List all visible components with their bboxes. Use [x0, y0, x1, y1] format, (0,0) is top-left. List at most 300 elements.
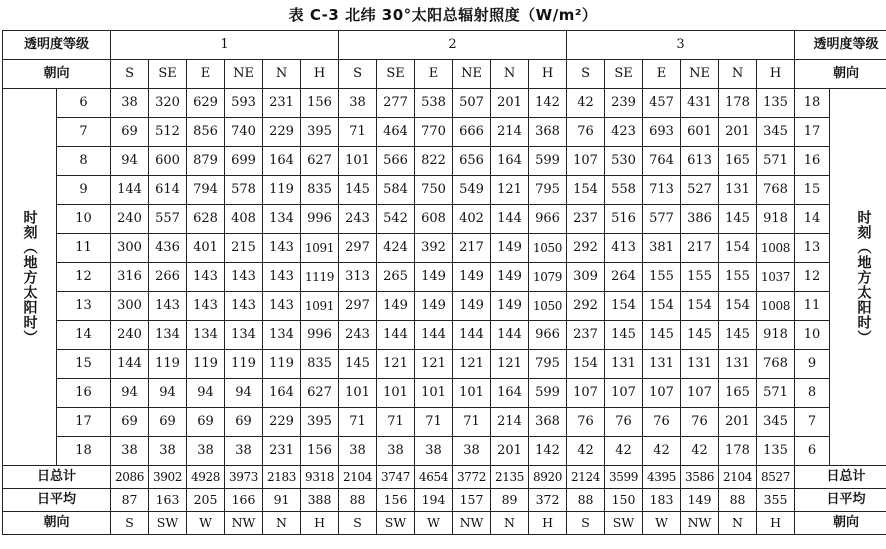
hour-cell-right: 15	[795, 176, 830, 205]
daily-average-row-value: 388	[301, 489, 339, 512]
value-cell: 164	[491, 147, 529, 176]
daily-average-row-value: 183	[643, 489, 681, 512]
value-cell: 131	[643, 350, 681, 379]
hour-cell-left: 14	[57, 321, 111, 350]
value-cell: 149	[491, 292, 529, 321]
value-cell: 38	[339, 437, 377, 466]
daily-average-row-value: 163	[149, 489, 187, 512]
bottom-direction-cell: W	[415, 512, 453, 535]
value-cell: 119	[149, 350, 187, 379]
value-cell: 599	[529, 147, 567, 176]
value-cell: 381	[643, 234, 681, 263]
value-cell: 300	[111, 234, 149, 263]
value-cell: 530	[605, 147, 643, 176]
hour-cell-left: 16	[57, 379, 111, 408]
value-cell: 386	[681, 205, 719, 234]
bottom-direction-cell: SW	[149, 512, 187, 535]
value-cell: 237	[567, 321, 605, 350]
value-cell: 119	[263, 350, 301, 379]
value-cell: 156	[301, 437, 339, 466]
value-cell: 656	[453, 147, 491, 176]
value-cell: 149	[377, 292, 415, 321]
value-cell: 395	[301, 408, 339, 437]
daily-total-row-value: 2124	[567, 466, 605, 489]
value-cell: 918	[757, 321, 795, 350]
value-cell: 38	[187, 437, 225, 466]
value-cell: 1050	[529, 292, 567, 321]
daily-total-row-value: 3599	[605, 466, 643, 489]
value-cell: 154	[719, 292, 757, 321]
direction-header: NE	[453, 60, 491, 89]
value-cell: 144	[453, 321, 491, 350]
hour-cell-left: 13	[57, 292, 111, 321]
value-cell: 297	[339, 234, 377, 263]
hour-cell-right: 14	[795, 205, 830, 234]
direction-header: S	[111, 60, 149, 89]
value-cell: 764	[643, 147, 681, 176]
value-cell: 134	[149, 321, 187, 350]
value-cell: 613	[681, 147, 719, 176]
value-cell: 345	[757, 408, 795, 437]
value-cell: 144	[491, 205, 529, 234]
bottom-direction-cell: NW	[453, 512, 491, 535]
value-cell: 144	[111, 350, 149, 379]
hour-cell-right: 11	[795, 292, 830, 321]
hour-cell-right: 16	[795, 147, 830, 176]
table-row	[3, 176, 886, 205]
table-row	[3, 147, 886, 176]
value-cell: 134	[263, 321, 301, 350]
hour-cell-left: 17	[57, 408, 111, 437]
value-cell: 149	[453, 263, 491, 292]
daily-average-row-value: 166	[225, 489, 263, 512]
value-cell: 155	[643, 263, 681, 292]
value-cell: 316	[111, 263, 149, 292]
direction-header: H	[757, 60, 795, 89]
value-cell: 750	[415, 176, 453, 205]
value-cell: 155	[719, 263, 757, 292]
value-cell: 313	[339, 263, 377, 292]
value-cell: 131	[681, 350, 719, 379]
value-cell: 966	[529, 205, 567, 234]
value-cell: 277	[377, 89, 415, 118]
daily-average-row	[3, 489, 886, 512]
value-cell: 292	[567, 292, 605, 321]
value-cell: 614	[149, 176, 187, 205]
value-cell: 740	[225, 118, 263, 147]
value-cell: 71	[377, 408, 415, 437]
value-cell: 145	[643, 321, 681, 350]
value-cell: 76	[567, 118, 605, 147]
value-cell: 143	[149, 292, 187, 321]
value-cell: 42	[681, 437, 719, 466]
value-cell: 264	[605, 263, 643, 292]
hour-cell-right: 8	[795, 379, 830, 408]
value-cell: 214	[491, 408, 529, 437]
value-cell: 149	[415, 263, 453, 292]
value-cell: 178	[719, 89, 757, 118]
bottom-direction-cell: SW	[377, 512, 415, 535]
bottom-direction-cell: H	[529, 512, 567, 535]
value-cell: 557	[149, 205, 187, 234]
hour-cell-right: 17	[795, 118, 830, 147]
value-cell: 156	[301, 89, 339, 118]
value-cell: 795	[529, 350, 567, 379]
value-cell: 164	[263, 379, 301, 408]
group-2-header: 2	[339, 31, 567, 60]
hour-cell-left: 18	[57, 437, 111, 466]
value-cell: 599	[529, 379, 567, 408]
value-cell: 214	[491, 118, 529, 147]
daily-total-row-value: 2104	[339, 466, 377, 489]
value-cell: 145	[719, 205, 757, 234]
daily-total-row-value: 3973	[225, 466, 263, 489]
table-row	[3, 89, 886, 118]
value-cell: 69	[111, 118, 149, 147]
hour-cell-right: 12	[795, 263, 830, 292]
value-cell: 149	[415, 292, 453, 321]
hour-cell-left: 7	[57, 118, 111, 147]
value-cell: 512	[149, 118, 187, 147]
value-cell: 42	[567, 437, 605, 466]
value-cell: 94	[225, 379, 263, 408]
value-cell: 231	[263, 437, 301, 466]
hour-cell-right: 10	[795, 321, 830, 350]
daily-average-row-value: 150	[605, 489, 643, 512]
value-cell: 38	[225, 437, 263, 466]
value-cell: 38	[453, 437, 491, 466]
daily-total-row-value: 2183	[263, 466, 301, 489]
value-cell: 392	[415, 234, 453, 263]
value-cell: 135	[757, 437, 795, 466]
value-cell: 1037	[757, 263, 795, 292]
value-cell: 164	[491, 379, 529, 408]
value-cell: 121	[415, 350, 453, 379]
value-cell: 69	[187, 408, 225, 437]
daily-total-row-value: 3747	[377, 466, 415, 489]
hour-cell-right: 7	[795, 408, 830, 437]
value-cell: 38	[415, 437, 453, 466]
header-row-transparency	[3, 31, 886, 60]
value-cell: 71	[453, 408, 491, 437]
daily-total-row-value: 2104	[719, 466, 757, 489]
value-cell: 143	[225, 263, 263, 292]
group-1-header: 1	[111, 31, 339, 60]
value-cell: 154	[567, 350, 605, 379]
time-label-right: 时刻（地方太阳时）	[830, 89, 886, 466]
bottom-orientation-label-right: 朝向	[795, 512, 886, 535]
value-cell: 584	[377, 176, 415, 205]
direction-header: S	[567, 60, 605, 89]
value-cell: 143	[263, 292, 301, 321]
daily-average-row-value: 157	[453, 489, 491, 512]
value-cell: 1079	[529, 263, 567, 292]
value-cell: 149	[491, 234, 529, 263]
direction-header: NE	[681, 60, 719, 89]
value-cell: 549	[453, 176, 491, 205]
value-cell: 608	[415, 205, 453, 234]
table-row	[3, 408, 886, 437]
value-cell: 101	[377, 379, 415, 408]
direction-header: H	[301, 60, 339, 89]
value-cell: 142	[529, 89, 567, 118]
value-cell: 628	[187, 205, 225, 234]
value-cell: 300	[111, 292, 149, 321]
value-cell: 121	[453, 350, 491, 379]
value-cell: 693	[643, 118, 681, 147]
value-cell: 164	[263, 147, 301, 176]
value-cell: 149	[453, 292, 491, 321]
value-cell: 1008	[757, 234, 795, 263]
value-cell: 542	[377, 205, 415, 234]
value-cell: 38	[377, 437, 415, 466]
value-cell: 144	[377, 321, 415, 350]
value-cell: 413	[605, 234, 643, 263]
daily-total-row-value: 3772	[453, 466, 491, 489]
value-cell: 121	[491, 350, 529, 379]
daily-average-row-value: 194	[415, 489, 453, 512]
value-cell: 143	[187, 263, 225, 292]
value-cell: 600	[149, 147, 187, 176]
radiation-table	[2, 30, 886, 535]
direction-header: SE	[149, 60, 187, 89]
value-cell: 42	[567, 89, 605, 118]
value-cell: 423	[605, 118, 643, 147]
value-cell: 593	[225, 89, 263, 118]
bottom-direction-cell: W	[187, 512, 225, 535]
value-cell: 101	[415, 379, 453, 408]
value-cell: 69	[225, 408, 263, 437]
daily-average-row-label-right: 日平均	[795, 489, 886, 512]
value-cell: 822	[415, 147, 453, 176]
value-cell: 566	[377, 147, 415, 176]
value-cell: 770	[415, 118, 453, 147]
value-cell: 131	[719, 176, 757, 205]
daily-total-row-value: 4928	[187, 466, 225, 489]
bottom-direction-cell: W	[643, 512, 681, 535]
value-cell: 996	[301, 321, 339, 350]
value-cell: 71	[339, 118, 377, 147]
value-cell: 154	[605, 292, 643, 321]
value-cell: 345	[757, 118, 795, 147]
value-cell: 178	[719, 437, 757, 466]
value-cell: 856	[187, 118, 225, 147]
transparency-label-right: 透明度等级	[795, 31, 886, 60]
hour-cell-right: 6	[795, 437, 830, 466]
table-body	[3, 31, 886, 535]
bottom-direction-cell: S	[339, 512, 377, 535]
value-cell: 107	[567, 147, 605, 176]
bottom-direction-cell: N	[263, 512, 301, 535]
value-cell: 71	[415, 408, 453, 437]
direction-header: N	[719, 60, 757, 89]
hour-cell-left: 8	[57, 147, 111, 176]
value-cell: 217	[681, 234, 719, 263]
table-row	[3, 205, 886, 234]
daily-average-row-value: 91	[263, 489, 301, 512]
value-cell: 436	[149, 234, 187, 263]
value-cell: 155	[681, 263, 719, 292]
value-cell: 38	[149, 437, 187, 466]
value-cell: 94	[187, 379, 225, 408]
value-cell: 558	[605, 176, 643, 205]
value-cell: 145	[605, 321, 643, 350]
value-cell: 368	[529, 408, 567, 437]
value-cell: 516	[605, 205, 643, 234]
time-label-left: 时刻（地方太阳时）	[3, 89, 57, 466]
value-cell: 121	[491, 176, 529, 205]
value-cell: 154	[719, 234, 757, 263]
daily-average-row-value: 87	[111, 489, 149, 512]
value-cell: 229	[263, 118, 301, 147]
direction-header: H	[529, 60, 567, 89]
value-cell: 835	[301, 350, 339, 379]
daily-total-row-label-right: 日总计	[795, 466, 886, 489]
value-cell: 107	[605, 379, 643, 408]
hour-cell-left: 6	[57, 89, 111, 118]
value-cell: 571	[757, 379, 795, 408]
value-cell: 201	[719, 118, 757, 147]
daily-average-row-value: 156	[377, 489, 415, 512]
daily-total-row-value: 4395	[643, 466, 681, 489]
value-cell: 1119	[301, 263, 339, 292]
value-cell: 601	[681, 118, 719, 147]
value-cell: 229	[263, 408, 301, 437]
value-cell: 142	[529, 437, 567, 466]
value-cell: 76	[605, 408, 643, 437]
value-cell: 69	[111, 408, 149, 437]
value-cell: 578	[225, 176, 263, 205]
value-cell: 627	[301, 379, 339, 408]
direction-header: SE	[377, 60, 415, 89]
value-cell: 144	[111, 176, 149, 205]
direction-header: E	[643, 60, 681, 89]
value-cell: 107	[681, 379, 719, 408]
value-cell: 571	[757, 147, 795, 176]
orientation-label-right: 朝向	[795, 60, 886, 89]
value-cell: 507	[453, 89, 491, 118]
value-cell: 966	[529, 321, 567, 350]
value-cell: 149	[491, 263, 529, 292]
value-cell: 143	[225, 292, 263, 321]
daily-total-row-value: 3902	[149, 466, 187, 489]
value-cell: 38	[111, 89, 149, 118]
value-cell: 577	[643, 205, 681, 234]
daily-average-row-value: 149	[681, 489, 719, 512]
value-cell: 239	[605, 89, 643, 118]
daily-total-row-value: 9318	[301, 466, 339, 489]
value-cell: 401	[187, 234, 225, 263]
value-cell: 131	[719, 350, 757, 379]
hour-cell-right: 13	[795, 234, 830, 263]
value-cell: 42	[643, 437, 681, 466]
hour-cell-left: 12	[57, 263, 111, 292]
hour-cell-left: 9	[57, 176, 111, 205]
value-cell: 143	[187, 292, 225, 321]
table-row	[3, 350, 886, 379]
value-cell: 144	[415, 321, 453, 350]
direction-header: E	[415, 60, 453, 89]
value-cell: 69	[149, 408, 187, 437]
value-cell: 527	[681, 176, 719, 205]
value-cell: 76	[567, 408, 605, 437]
bottom-direction-cell: SW	[605, 512, 643, 535]
header-row-orientation	[3, 60, 886, 89]
bottom-direction-cell: H	[301, 512, 339, 535]
value-cell: 1050	[529, 234, 567, 263]
direction-header: NE	[225, 60, 263, 89]
daily-average-row-value: 372	[529, 489, 567, 512]
value-cell: 699	[225, 147, 263, 176]
daily-average-row-label-left: 日平均	[3, 489, 111, 512]
value-cell: 131	[605, 350, 643, 379]
value-cell: 1008	[757, 292, 795, 321]
value-cell: 368	[529, 118, 567, 147]
value-cell: 408	[225, 205, 263, 234]
daily-total-row-value: 3586	[681, 466, 719, 489]
table-row	[3, 118, 886, 147]
value-cell: 101	[453, 379, 491, 408]
value-cell: 119	[187, 350, 225, 379]
hour-cell-right: 9	[795, 350, 830, 379]
table-row	[3, 234, 886, 263]
daily-total-row-value: 2135	[491, 466, 529, 489]
value-cell: 76	[643, 408, 681, 437]
direction-header: E	[187, 60, 225, 89]
hour-cell-left: 15	[57, 350, 111, 379]
hour-cell-left: 11	[57, 234, 111, 263]
value-cell: 292	[567, 234, 605, 263]
value-cell: 134	[187, 321, 225, 350]
value-cell: 240	[111, 205, 149, 234]
value-cell: 231	[263, 89, 301, 118]
bottom-direction-cell: S	[111, 512, 149, 535]
table-row	[3, 437, 886, 466]
direction-header: S	[339, 60, 377, 89]
value-cell: 42	[605, 437, 643, 466]
value-cell: 1091	[301, 234, 339, 263]
daily-average-row-value: 89	[491, 489, 529, 512]
value-cell: 402	[453, 205, 491, 234]
daily-average-row-value: 205	[187, 489, 225, 512]
value-cell: 145	[719, 321, 757, 350]
bottom-direction-cell: NW	[225, 512, 263, 535]
daily-average-row-value: 88	[567, 489, 605, 512]
value-cell: 101	[339, 147, 377, 176]
value-cell: 629	[187, 89, 225, 118]
value-cell: 201	[491, 437, 529, 466]
value-cell: 145	[339, 176, 377, 205]
value-cell: 119	[263, 176, 301, 205]
value-cell: 215	[225, 234, 263, 263]
value-cell: 143	[263, 234, 301, 263]
value-cell: 297	[339, 292, 377, 321]
value-cell: 154	[643, 292, 681, 321]
daily-total-row-value: 8527	[757, 466, 795, 489]
value-cell: 424	[377, 234, 415, 263]
value-cell: 135	[757, 89, 795, 118]
daily-total-row	[3, 466, 886, 489]
value-cell: 666	[453, 118, 491, 147]
table-row	[3, 292, 886, 321]
value-cell: 165	[719, 147, 757, 176]
bottom-orientation-row	[3, 512, 886, 535]
value-cell: 464	[377, 118, 415, 147]
value-cell: 144	[491, 321, 529, 350]
bottom-direction-cell: N	[719, 512, 757, 535]
value-cell: 768	[757, 176, 795, 205]
table-title: 表 C-3 北纬 30°太阳总辐射照度（W/m²）	[288, 6, 598, 24]
